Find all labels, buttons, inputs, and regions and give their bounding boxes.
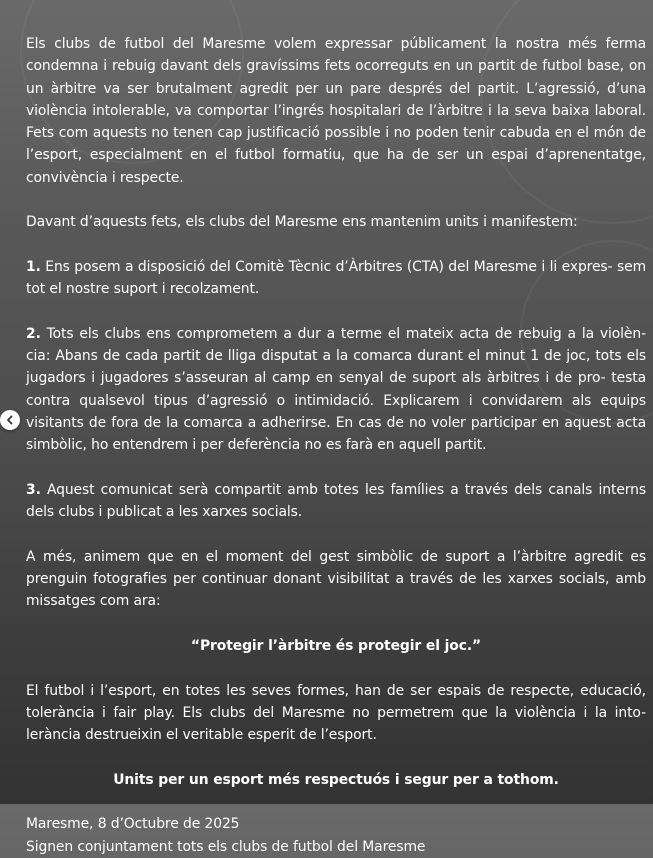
declaration-intro: Davant d’aquests fets, els clubs del Maresme ens mantenim units i manifestem:: [26, 214, 578, 231]
intro-paragraph: Els clubs de futbol del Maresme volem expressar públicament la nostra més ferma condemna i rebuig davant dels gravíssims fets ocorreguts en un partit de futbol base, on un àrbitre va ser brutalment agredit per un pare després del partit. L’agressió, d’una violència intolerable, va comportar l’ingrés hospitalari de l’àrbitre i la seva baixa laboral. Fets com aquests no tenen cap justificació possible i no poden tenir cabuda en el món de l’esport, especialment en el futbol formatiu, que ha de ser un espai d’aprenentatge, convivència i respecte.: [26, 36, 646, 186]
quote: “Protegir l’àrbitre és protegir el joc.”: [190, 638, 482, 655]
point-number: 2.: [26, 325, 41, 342]
statement-document: [26, 33, 646, 858]
date-line: Maresme, 8 d’Octubre de 2025: [26, 816, 240, 833]
previous-slide-button[interactable]: [0, 410, 20, 430]
closing-paragraph: El futbol i l’esport, en totes les seves formes, han de ser espais de respecte, educació, tolerància i fair play. Els clubs del Maresme no permetrem que la violència i la into- lerància destrueixin el veritable esperit de l’esport.: [26, 682, 646, 744]
chevron-left-icon: [5, 415, 15, 425]
point-3: [26, 479, 646, 524]
point-1: [26, 256, 646, 301]
slogan: Units per un esport més respectuós i segur per a tothom.: [113, 771, 559, 788]
photo-paragraph: A més, animem que en el moment del gest simbòlic de suport a l’àrbitre agredit es prenguin fotografies per continuar donant visibilitat a través de les xarxes socials, amb missatges com ara:: [26, 548, 646, 610]
point-text: Ens posem a disposició del Comitè Tècnic d’Àrbitres (CTA) del Maresme i li expres- sem tot el nostre suport i recolzament.: [26, 258, 646, 298]
signature-line: Signen conjuntament tots els clubs de futbol del Maresme: [26, 838, 426, 855]
point-text: Aquest comunicat serà compartit amb totes les famílies a través dels canals interns dels clubs i publicat a les xarxes socials.: [26, 481, 646, 521]
point-text: Tots els clubs ens comprometem a dur a terme el mateix acta de rebuig a la violèn- cia: Abans de cada partit de lliga disputat a la comarca durant el minut 1 de joc, tots els jugadors i jugadores s’asseuran al camp en senyal de suport als àrbitres i de pro- testa contra qualsevol tipus d’agressió o intimidació. Explicarem i convidarem als equips visitants de fora de la comarca a adherirse. En cas de no voler participar en aquest acta simbòlic, ho entendrem i per deferència no es farà en aquell partit.: [26, 325, 646, 454]
point-number: 1.: [26, 258, 41, 275]
point-2: [26, 323, 646, 457]
point-number: 3.: [26, 481, 41, 498]
